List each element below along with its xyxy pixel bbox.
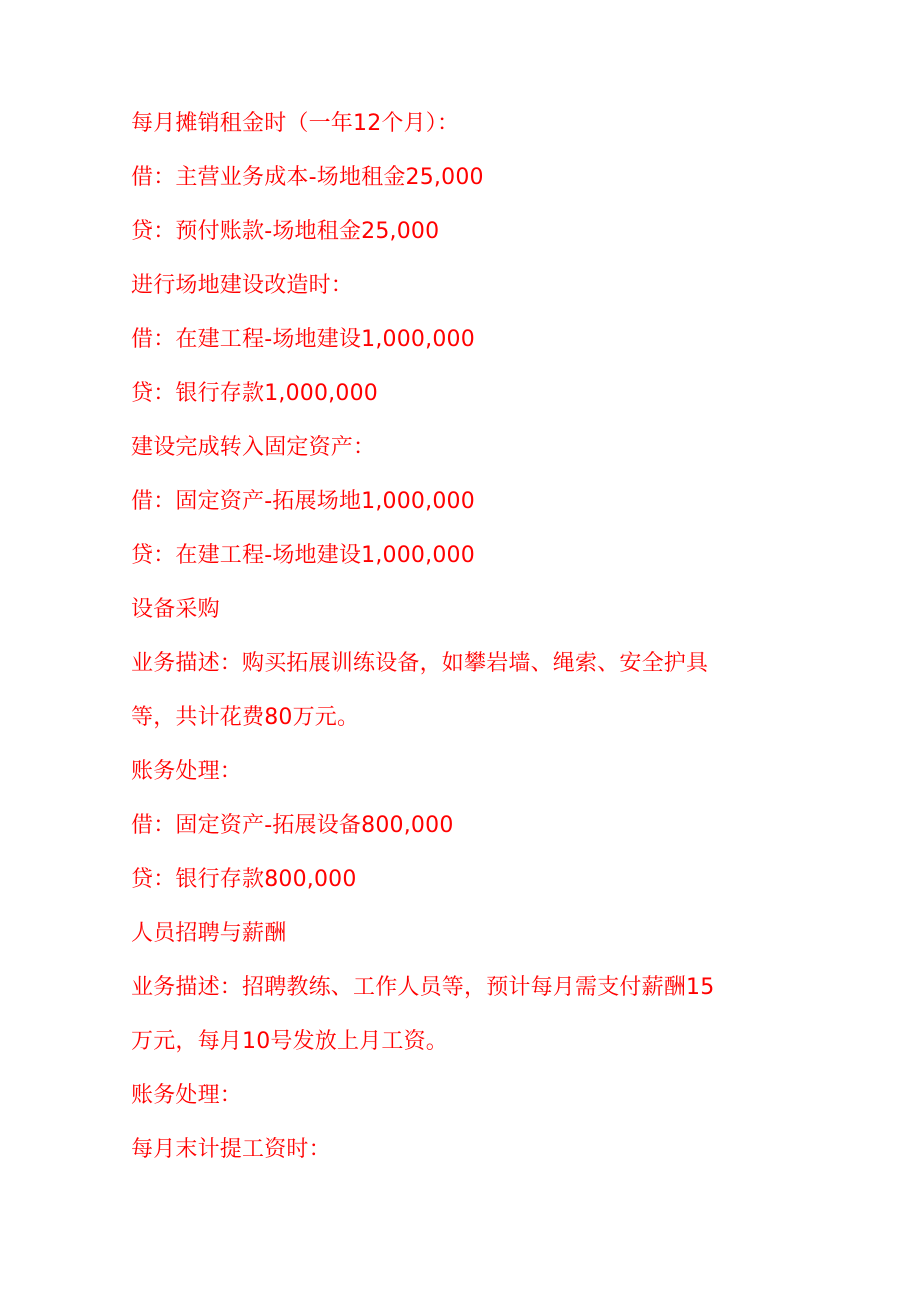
section-heading-staff-recruitment: 人员招聘与薪酬	[131, 921, 287, 946]
journal-entry-debit: 借：在建工程-场地建设1,000,000	[131, 327, 475, 352]
transfer-fixed-asset-heading: 建设完成转入固定资产：	[131, 435, 376, 460]
site-construction-heading: 进行场地建设改造时：	[131, 273, 354, 298]
accounting-treatment-label: 账务处理：	[131, 1083, 243, 1108]
journal-entry-credit: 贷：在建工程-场地建设1,000,000	[131, 543, 475, 568]
rent-amortization-heading: 每月摊销租金时（一年12个月）：	[131, 111, 460, 136]
journal-entry-debit: 借：固定资产-拓展场地1,000,000	[131, 489, 475, 514]
business-description-continued: 等，共计花费80万元。	[131, 705, 360, 730]
section-heading-equipment-purchase: 设备采购	[131, 597, 220, 622]
salary-accrual-heading: 每月末计提工资时：	[131, 1137, 331, 1162]
journal-entry-credit: 贷：预付账款-场地租金25,000	[131, 219, 440, 244]
business-description: 业务描述：购买拓展训练设备，如攀岩墙、绳索、安全护具	[131, 651, 709, 676]
journal-entry-credit: 贷：银行存款1,000,000	[131, 381, 378, 406]
journal-entry-credit: 贷：银行存款800,000	[131, 867, 357, 892]
journal-entry-debit: 借：固定资产-拓展设备800,000	[131, 813, 454, 838]
journal-entry-debit: 借：主营业务成本-场地租金25,000	[131, 165, 484, 190]
accounting-treatment-label: 账务处理：	[131, 759, 243, 784]
business-description: 业务描述：招聘教练、工作人员等，预计每月需支付薪酬15	[131, 975, 715, 1000]
business-description-continued: 万元，每月10号发放上月工资。	[131, 1029, 448, 1054]
document-body	[131, 106, 831, 1186]
